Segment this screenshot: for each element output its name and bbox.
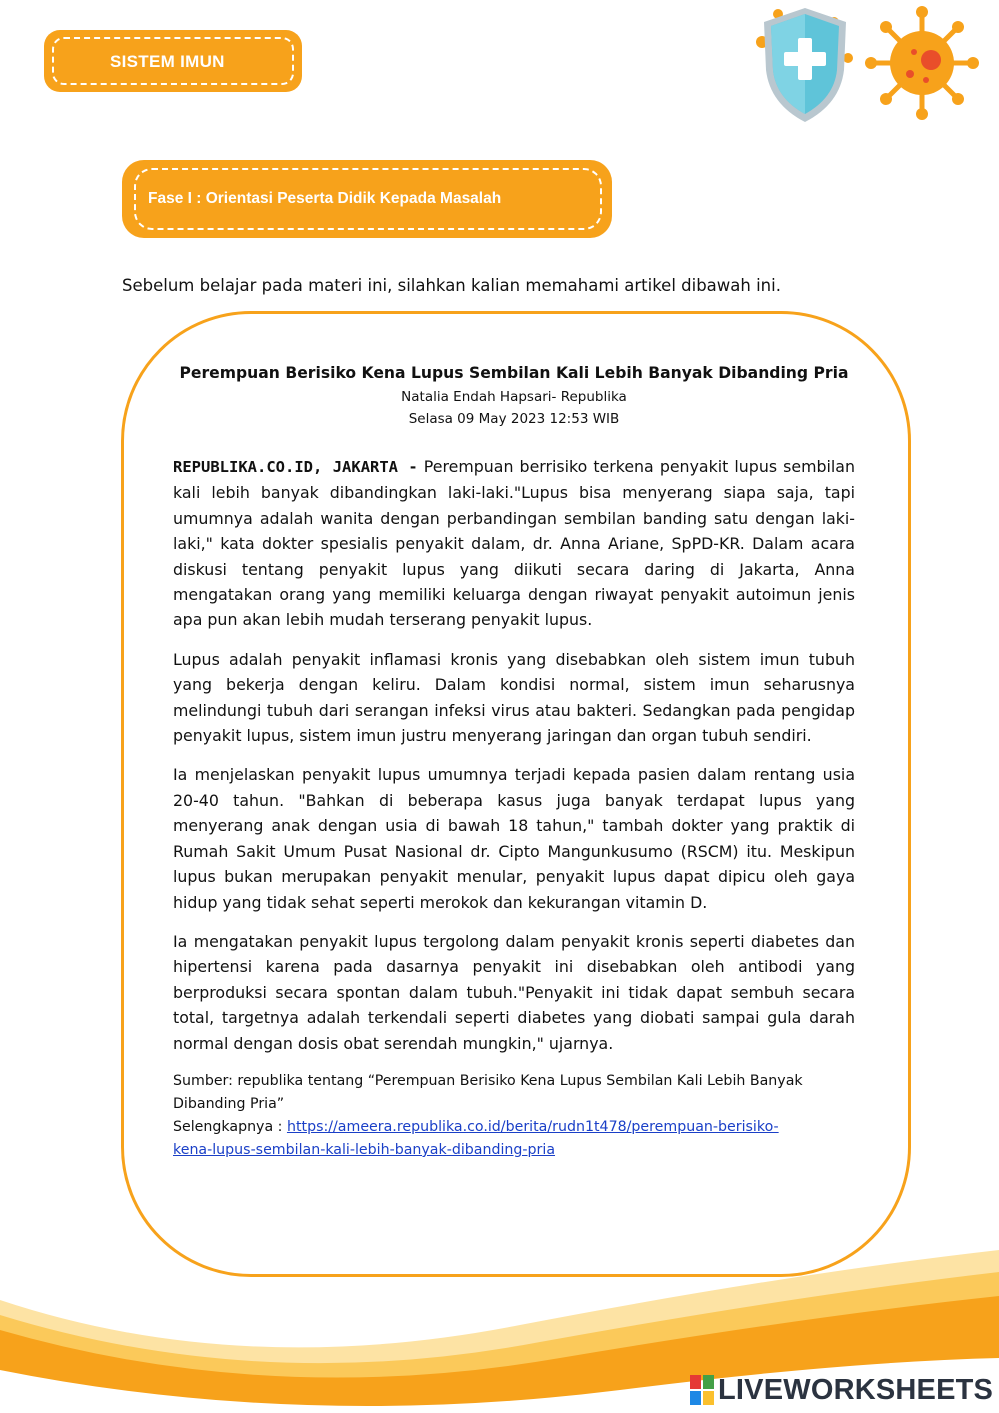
article-paragraph-4: Ia mengatakan penyakit lupus tergolong dalam penyakit kronis seperti diabetes dan hipertensi karena pada dasarnya penyakit ini disebabkan oleh antibodi yang berproduksi secara spontan dalam tubuh."Penyakit ini tidak dapat sembuh secara total, targetnya adalah terkendali seperti diabetes yang diobati sampai gula darah normal dengan dosis obat serendah mungkin," ujarnya. [173,931,855,1053]
header-illustration [748,0,988,130]
more-label: Selengkapnya : [173,1118,287,1135]
article-link-line-1: https://ameera.republika.co.id/berita/rudn1t478/perempuan-berisiko- [286,1118,779,1135]
virus-icon [865,6,979,120]
article-date: Selasa 09 May 2023 12:53 WIB [408,411,620,427]
article-paragraph-1 [173,454,855,633]
article-author: Natalia Endah Hapsari- Republika [401,389,627,405]
shield-icon [756,8,853,122]
topic-badge-label: SISTEM IMUN [110,52,225,71]
phase-banner [122,160,612,238]
article-paragraph-2: Lupus adalah penyakit inflamasi kronis yang disebabkan oleh sistem imun tubuh yang bekerja dengan keliru. Dalam kondisi normal, sistem imun seharusnya melindungi tubuh dari serangan infeksi virus atau bakteri. Sedangkan pada pengidap penyakit lupus, sistem imun justru menyerang jaringan dan organ tubuh sendiri. [173,649,855,746]
liveworksheets-logo [690,1373,993,1407]
article-link-line-2: kena-lupus-sembilan-kali-lebih-banyak-dibanding-pria [173,1141,556,1158]
article-dateline: REPUBLIKA.CO.ID, JAKARTA - [173,458,418,476]
article-source: Sumber: republika tentang “Perempuan Berisiko Kena Lupus Sembilan Kali Lebih Banyak Dibanding Pria” [173,1072,803,1112]
liveworksheets-logo-text: LIVEWORKSHEETS [718,1374,994,1406]
intro-text: Sebelum belajar pada materi ini, silahkan kalian memahami artikel dibawah ini. [122,276,781,295]
liveworksheets-logo-icon [690,1375,714,1405]
article [173,360,855,1162]
topic-badge [44,30,302,92]
article-paragraph-3: Ia menjelaskan penyakit lupus umumnya terjadi kepada pasien dalam rentang usia 20-40 tahun. "Bahkan di beberapa kasus juga banyak terdapat lupus yang menyerang anak dengan usia di bawah 18 tahun," tambah dokter yang praktik di Rumah Sakit Umum Pusat Nasional dr. Cipto Mangunkusumo (RSCM) itu. Meskipun lupus bukan merupakan penyakit menular, penyakit lupus dapat dipicu oleh gaya hidup yang tidak sehat seperti merokok dan kekurangan vitamin D. [173,765,855,912]
article-title: Perempuan Berisiko Kena Lupus Sembilan Kali Lebih Banyak Dibanding Pria [179,364,849,382]
article-paragraph-1-text: Perempuan berrisiko terkena penyakit lupus sembilan kali lebih banyak dibandingkan laki-laki."Lupus bisa menyerang siapa saja, tapi umumnya adalah wanita dengan perbandingan sembilan banding satu dengan laki-laki," kata dokter spesialis penyakit dalam, dr. Anna Ariane, SpPD-KR. Dalam acara diskusi tentang penyakit lupus yang diikuti secara daring di Jakarta, Anna mengatakan orang yang memiliki keluarga dengan riwayat penyakit autoimun jenis apa pun akan lebih mudah terserang penyakit lupus. [173,457,855,630]
article-more [173,1116,855,1162]
phase-label: Fase I : Orientasi Peserta Didik Kepada Masalah [148,190,502,207]
